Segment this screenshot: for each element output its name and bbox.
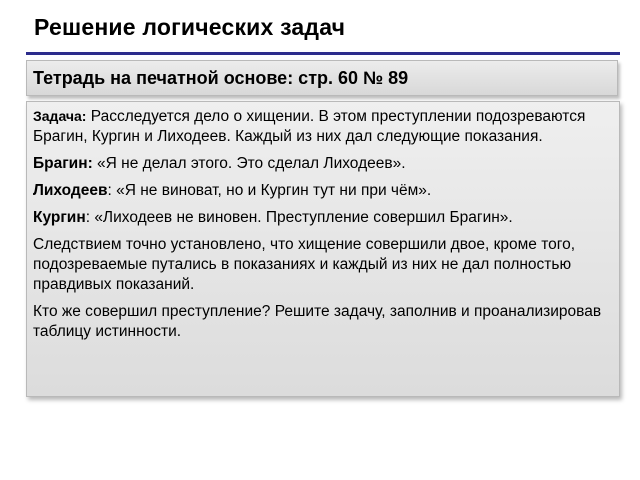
testimony-text: «Я не делал этого. Это сделал Лиходеев». xyxy=(92,155,406,172)
testimony-kurgin xyxy=(33,208,613,228)
slide-title: Решение логических задач xyxy=(34,14,346,40)
testimony-name: Лиходеев xyxy=(33,182,108,199)
testimony-bragin xyxy=(33,154,613,174)
task-text: Расследуется дело о хищении. В этом преступлении подозреваются Брагин, Кургин и Лиходеев. Каждый из них дал следующие показания. xyxy=(33,108,586,145)
question-paragraph: Кто же совершил преступление? Решите задачу, заполнив и проанализировав таблицу истинности. xyxy=(33,303,602,340)
testimony-name: Брагин: xyxy=(33,155,93,172)
facts-paragraph: Следствием точно установлено, что хищение совершили двое, кроме того, подозреваемые путались в показаниях и каждый из них не дал полностью правдивых показаний. xyxy=(33,236,576,293)
task-content-box xyxy=(26,101,620,397)
task-paragraph xyxy=(33,106,613,147)
testimony-text: : «Лиходеев не виновен. Преступление совершил Брагин». xyxy=(85,209,513,226)
testimony-text: : «Я не виноват, но и Кургин тут ни при чём». xyxy=(107,182,432,199)
testimony-name: Кургин xyxy=(33,209,86,226)
title-underline xyxy=(26,52,620,55)
subtitle-box xyxy=(26,60,618,96)
task-label: Задача: xyxy=(33,108,87,124)
testimony-likhodeev xyxy=(33,181,613,201)
subtitle-text: Тетрадь на печатной основе: стр. 60 № 89 xyxy=(33,68,409,88)
